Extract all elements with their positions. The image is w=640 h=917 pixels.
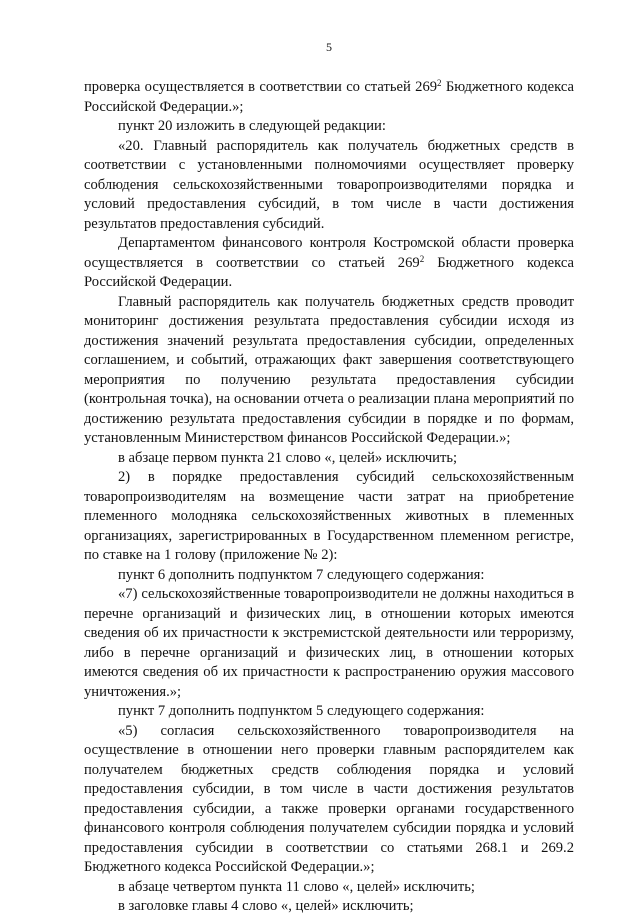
paragraph-12: в абзаце четвертом пункта 11 слово «, целей» исключить; [118,878,475,895]
paragraph-6: в абзаце первом пункта 21 слово «, целей» исключить; [118,449,458,466]
paragraph-10: пункт 7 дополнить подпунктом 5 следующего содержания: [118,703,485,719]
paragraph-8: пункт 6 дополнить подпунктом 7 следующего содержания: [118,566,485,583]
paragraph-1: проверка осуществляется в соответствии со статьей $269^2$ Бюджетного кодекса Российской Федерации.»; [84,78,574,115]
paragraph-9: «7) сельскохозяйственные товаропроизводители не должны находиться в перечне организаций и физических лиц, в отношении которых имеются сведения об их причастности к экстремистской деятельности или терроризму, либо в перечне организаций и физических лиц, в отношении которых имеются сведения об их причастности к распространению оружия массового уничтожения.»; [84,586,574,700]
superscript: 2 [419,253,425,264]
document-body [84,78,574,917]
superscript: 2 [437,78,442,88]
paragraph-2: пункт 20 изложить в следующей редакции: [118,118,386,134]
paragraph-13: в заголовке главы 4 слово «, целей» исключить; [118,898,414,914]
paragraph-5: Главный распорядитель как получатель бюджетных средств проводит мониторинг достижения результата предоставления субсидии исходя из достижения значений результата предоставления субсидии, определенных соглашением, и событий, отражающих факт завершения соответствующего мероприятия по получению результата предоставления субсидии (контрольная точка), на основании отчета о реализации плана мероприятий по достижению результата предоставления субсидии в порядке и по формам, установленным Министерством финансов Российской Федерации.»; [84,293,574,446]
paragraph-4: Департаментом финансового контроля Костромской области проверка осуществляется в соответствии со статьей $269^2$ Бюджетного кодекса Российской Федерации. [84,235,574,290]
page-number: 5 [326,40,332,54]
paragraph-11: «5) согласия сельскохозяйственного товаропроизводителя на осуществление в отношении него проверки главным распорядителем как получателем бюджетных средств соблюдения порядка и условий предоставления субсидии, в том числе в части достижения результатов предоставления субсидии, а также проверки органами государственного финансового контроля соблюдения получателем субсидии порядка и условий предоставления субсидии в соответствии со статьями 268.1 и 269.2 Бюджетного кодекса Российской Федерации.»; [84,722,574,875]
paragraph-3: «20. Главный распорядитель как получатель бюджетных средств в соответствии с установленными полномочиями осуществляет проверку соблюдения сельскохозяйственными товаропроизводителями порядка и условий предоставления субсидий, в том числе в части достижения результатов предоставления субсидий. [84,137,574,232]
paragraph-7: 2) в порядке предоставления субсидий сельскохозяйственным товаропроизводителям на возмещение части затрат на приобретение племенного молодняка сельскохозяйственных животных в племенных организациях, зарегистрированных в Государственном племенном регистре, по ставке на 1 голову (приложение № 2): [84,469,574,563]
